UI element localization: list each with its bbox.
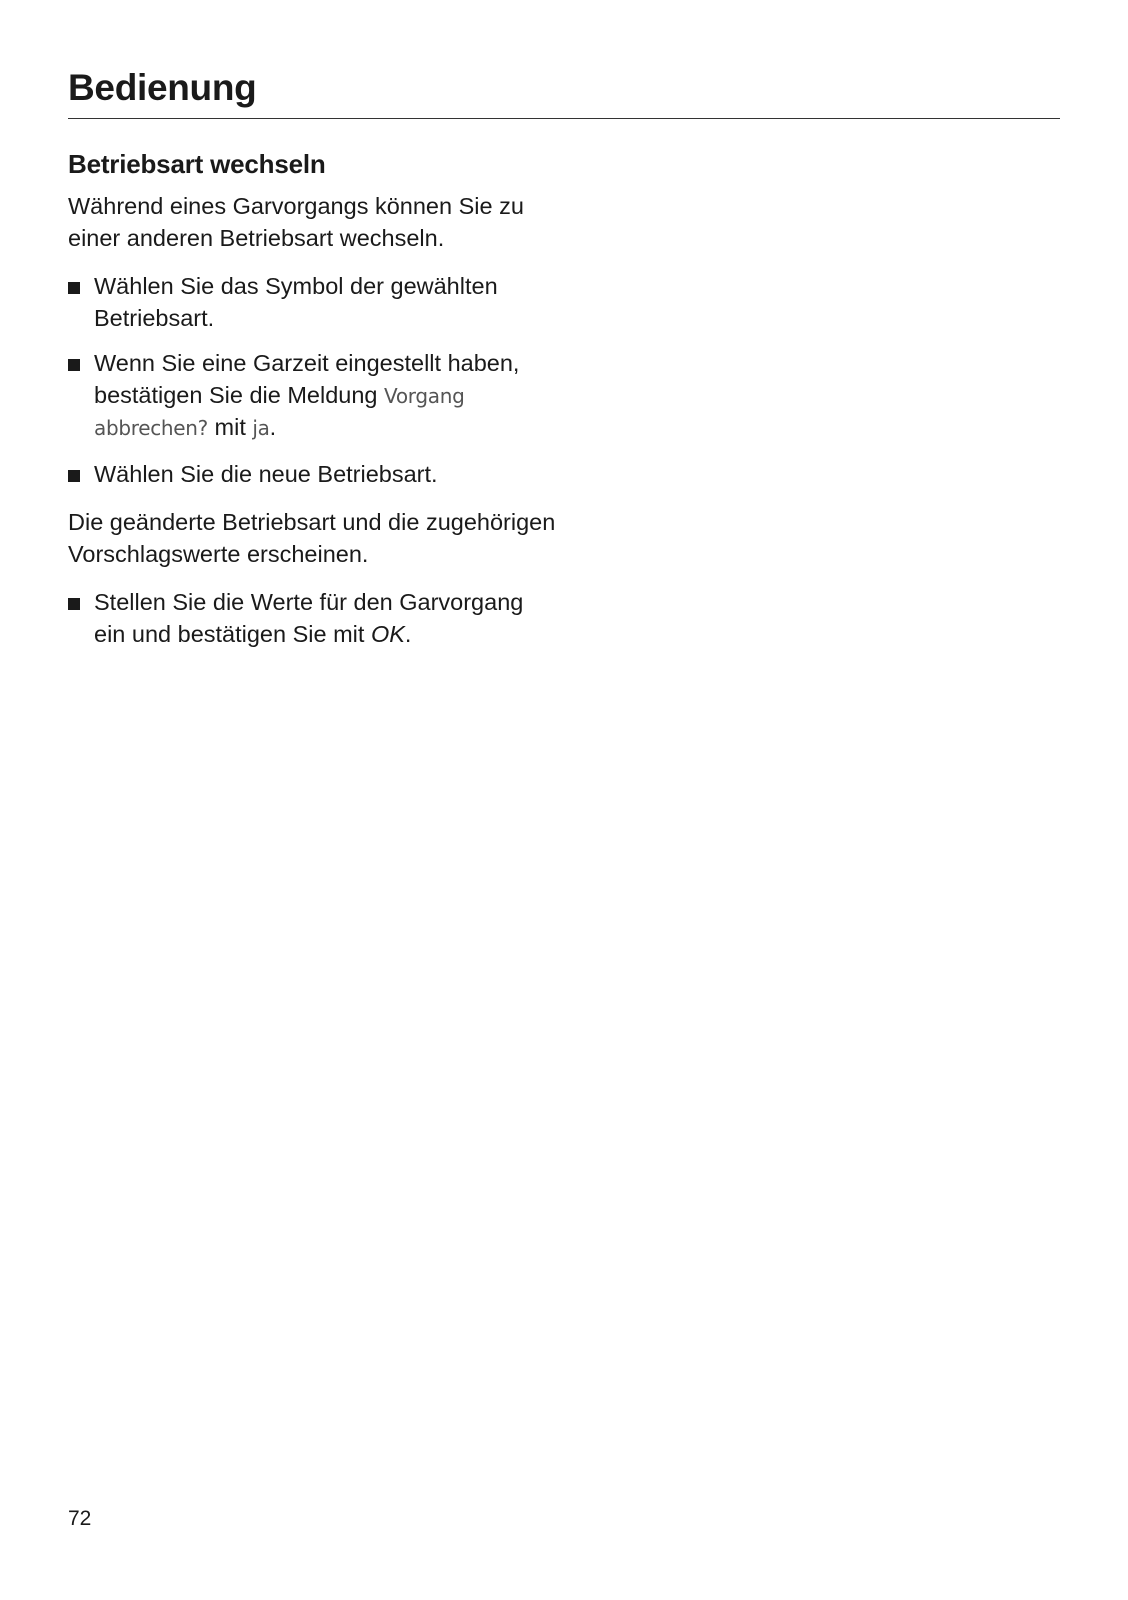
step-text-part: .: [269, 414, 277, 440]
step-text: [94, 350, 519, 440]
main-content: [68, 144, 558, 664]
step-text-part: Wenn Sie eine Garzeit eingestellt haben, bestätigen Sie die Meldung: [94, 350, 520, 408]
square-bullet-icon: [68, 598, 80, 610]
step-item: [68, 459, 558, 491]
display-message: Vorgang abbrechen?: [94, 383, 465, 440]
step-item: [68, 587, 558, 650]
step-text: Wählen Sie die neue Betriebsart.: [94, 460, 438, 487]
step-text-part: .: [404, 620, 412, 647]
section-title: Bedienung: [68, 67, 257, 108]
display-answer: ja: [252, 416, 270, 440]
square-bullet-icon: [68, 282, 80, 294]
step-text: Wählen Sie das Symbol der gewählten Betriebsart.: [94, 273, 498, 331]
square-bullet-icon: [68, 359, 80, 371]
page-number: 72: [68, 1507, 92, 1530]
intro-paragraph: Während eines Garvorgangs können Sie zu einer anderen Betriebsart wechseln.: [68, 193, 524, 251]
result-paragraph: Die geänderte Betriebsart und die zugehörigen Vorschlagswerte erscheinen.: [68, 509, 556, 567]
header-divider: [68, 118, 1060, 119]
step-text-part: Stellen Sie die Werte für den Garvorgang ein und bestätigen Sie mit: [94, 589, 524, 647]
step-item: [68, 348, 558, 445]
ok-key-label: OK: [370, 620, 405, 647]
square-bullet-icon: [68, 470, 80, 482]
page-header: [68, 60, 1060, 116]
subsection-heading: Betriebsart wechseln: [68, 149, 326, 179]
step-text: [94, 589, 523, 647]
step-text-part: mit: [208, 414, 253, 440]
step-item: [68, 271, 558, 334]
